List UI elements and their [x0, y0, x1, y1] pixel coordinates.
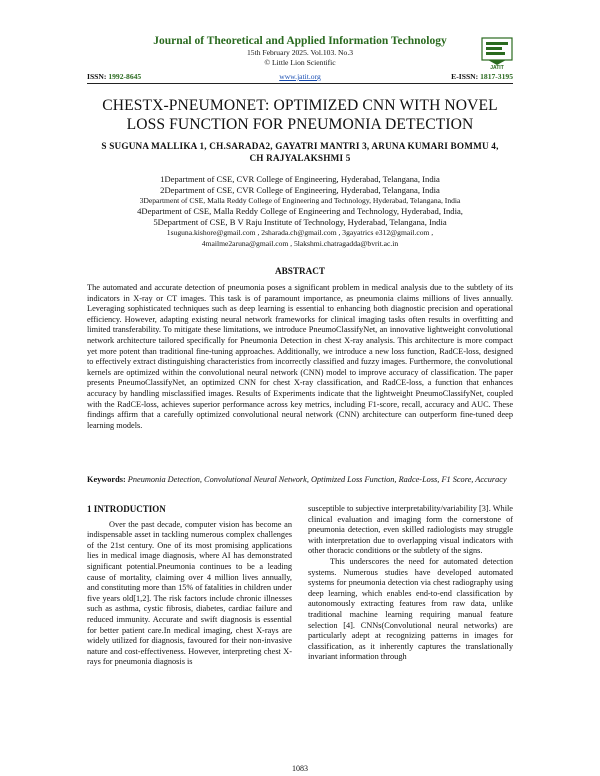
intro-paragraph-3: This underscores the need for automated detection systems. Numerous studies have developed automated systems for pneumonia detection via chest radiography using deep learning, which enables end-to-end classification by autonomously extracting features from raw data, unlike traditional machine learning requiring manual feature selection [4]. CNNs(Convolutional neural networks) are particularly adept at recognizing patterns in images for classification, as it inherently captures the translationally invariant information through — [308, 556, 513, 662]
affiliation-5: 5Department of CSE, B V Raju Institute of Technology, Hyderabad, Telangana, India — [153, 217, 447, 228]
section-heading-introduction: 1 INTRODUCTION — [87, 504, 166, 514]
keywords-label: Keywords: — [87, 475, 126, 484]
issue-date: 15th February 2025. Vol.103. No.3 — [246, 48, 354, 57]
logo-text: JATIT — [490, 65, 504, 70]
page-number: 1083 — [292, 764, 308, 773]
abstract-heading: ABSTRACT — [274, 266, 326, 276]
header-divider — [87, 83, 513, 84]
journal-title: Journal of Theoretical and Applied Information Technology — [153, 35, 447, 47]
journal-website-link[interactable]: www.jatit.org — [279, 72, 321, 81]
author-emails-1: 1suguna.kishore@gmail.com , 2sharada.ch@gmail.com , 3gayatrics e312@gmail.com , — [166, 227, 434, 237]
intro-paragraph-2: susceptible to subjective interpretability/variability [3]. While clinical evaluation and imaging form the cornerstone of pneumonia detection, even skilled radiologists may struggle with interpretation due to overlapping visual indicators with other thoracic conditions or the subtlety of the signs. — [308, 504, 513, 556]
affiliation-2: 2Department of CSE, CVR College of Engineering, Hyderabad, Telangana, India — [160, 184, 440, 195]
right-column — [308, 504, 513, 663]
affiliation-4: 4Department of CSE, Malla Reddy College of Engineering and Technology, Hyderabad, India, — [137, 206, 463, 217]
eissn: E-ISSN: 1817-3195 — [451, 72, 513, 81]
author-emails-2: 4mailme2aruna@gmail.com , 5lakshmi.chatragadda@bvrit.ac.in — [201, 238, 399, 248]
jatit-logo-icon — [480, 34, 514, 70]
issn: ISSN: 1992-8645 — [87, 72, 142, 81]
intro-paragraph-1: Over the past decade, computer vision has become an indispensable asset in tackling numerous complex challenges of the 21st century. One of its most promising applications lies in medical image diagnosis, where AI has demonstrated significant potential.Pneumonia continues to be a leading cause of mortality, claiming over 4 million lives annually, and constituting more than 15% of fatalities in children under five years old[1,2]. The risk factors include chronic illnesses such as asthma, cystic fibrosis, diabetes, cardiac failure and reduced immunity. Accurate and swift diagnosis is essential for better patient care.In medical imaging, chest X-rays are widely utilized for diagnosis, favoured for their non-invasive nature and cost-effectiveness. However, interpreting chest X-rays for pneumonia diagnosis is — [87, 519, 292, 667]
publisher-line: © Little Lion Scientific — [264, 58, 336, 67]
affiliation-1: 1Department of CSE, CVR College of Engineering, Hyderabad, Telangana, India — [160, 174, 440, 184]
author-list: S SUGUNA MALLIKA 1, CH.SARADA2, GAYATRI MANTRI 3, ARUNA KUMARI BOMMU 4, CH RAJYALAKSHMI 5 — [101, 141, 499, 163]
keywords — [87, 475, 513, 486]
abstract-text: The automated and accurate detection of pneumonia poses a significant problem in medical analysis due to the subtlety of its indicators in X-ray or CT images. This task is of paramount importance, as pneumonia claims millions of lives annually. Leveraging sophisticated techniques such as deep learning is essential to enhancing both diagnostic precision and operational efficiency. However, adapting existing neural network frameworks for clinical imaging tasks often results in overfitting and limited transferability. To mitigate these limitations, we introduce PneumoClassifyNet, an innovative lightweight convolutional network architecture tailored specifically for Pneumonia Detection in chest X-ray analysis. This architecture is more compact yet more potent than traditional fine-tuning approaches. Additionally, we introduce a new loss function, RadCE-loss, designed to effectively extract distinguishing characteristics from incorrectly classified and fuzzy images. Furthermore, the convolutional kernels are optimized within the convolutional neural network (CNN) model to improve accuracy of classification. The paper presents PneumoClassifyNet, an optimized CNN for chest X-ray classification, and RadCE-loss, a function that enhances accuracy by handling misclassified images. Results of Experiments indicate that the lightweight PneumoClassifyNet, coupled with the RadCE-loss, achieves superior performance across key metrics, including F1-score, recall, accuracy and AUC. These findings affirm that a carefully optimized convolutional neural network (CNN) architecture can outperform fine-tuned deep learning models. — [87, 283, 513, 430]
keywords-text: Pneumonia Detection, Convolutional Neural Network, Optimized Loss Function, Radce-Loss, F1 Score, Accuracy — [127, 475, 507, 484]
left-column — [87, 504, 292, 668]
paper-title: CHESTX-PNEUMONET: OPTIMIZED CNN WITH NOVEL LOSS FUNCTION FOR PNEUMONIA DETECTION — [102, 97, 498, 133]
affiliation-3: 3Department of CSE, Malla Reddy College of Engineering and Technology, Hyderabad, Telangana, India — [139, 195, 461, 205]
affiliations — [80, 174, 520, 250]
issn-row — [87, 72, 513, 83]
